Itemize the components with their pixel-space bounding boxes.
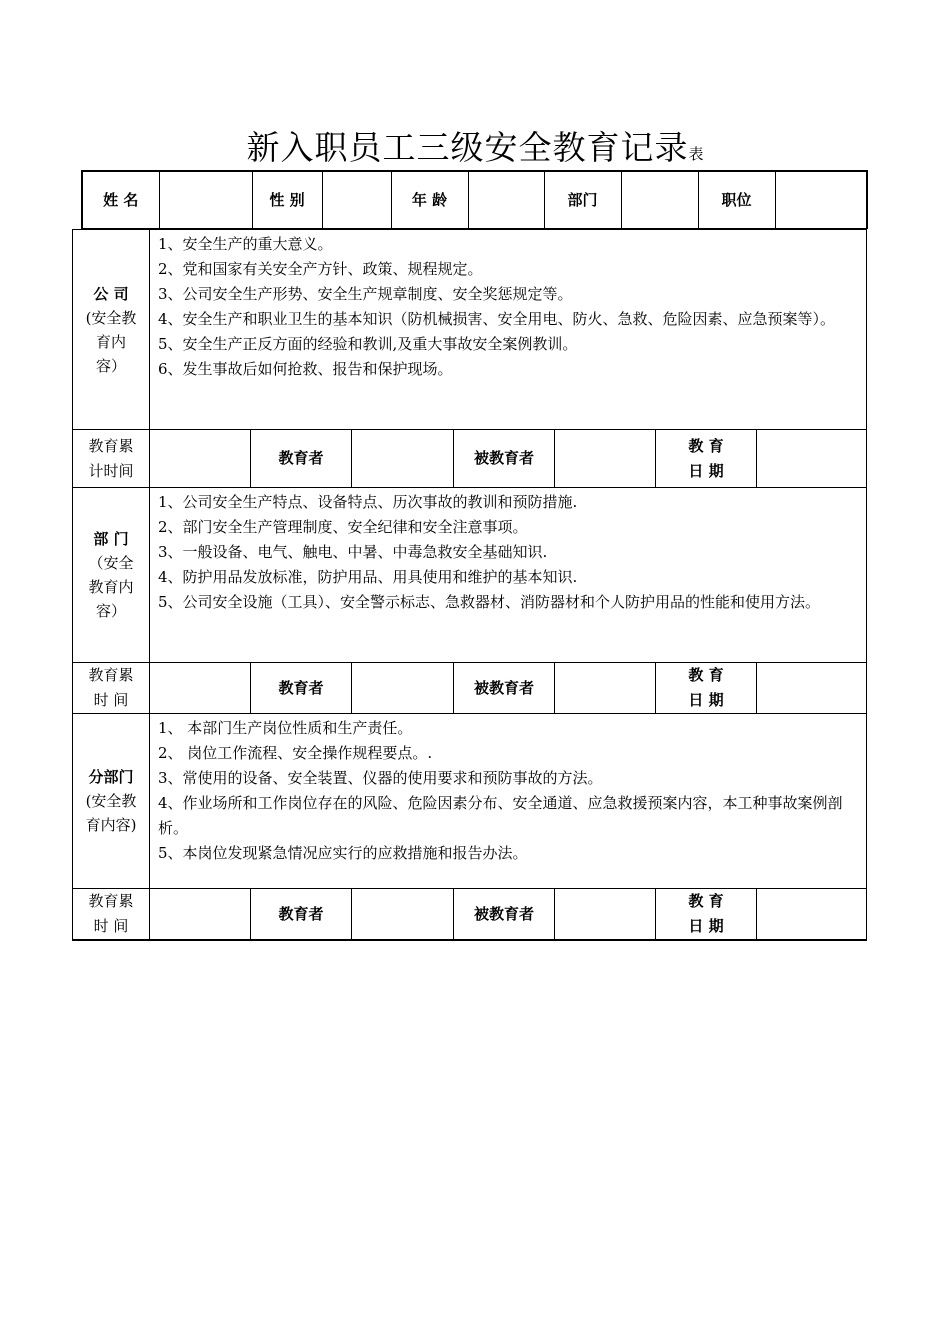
- section-title-sub: 育内容): [85, 816, 137, 834]
- time-label: 教育累 时 间: [73, 889, 150, 941]
- educator-field[interactable]: [352, 430, 454, 488]
- educatee-field[interactable]: [555, 889, 656, 941]
- section-title-sub: 育内: [95, 332, 126, 351]
- record-row: [73, 889, 867, 941]
- section-subdept-content: [150, 714, 867, 889]
- section-dept-content: [150, 488, 867, 663]
- gender-label: 性 别: [252, 171, 322, 229]
- position-field[interactable]: [775, 171, 867, 229]
- content-item: 4、作业场所和工作岗位存在的风险、危险因素分布、安全通道、应急救援预案内容，本工种事故案例剖析。: [158, 794, 843, 837]
- section-title-sub: 容）: [95, 356, 126, 375]
- dept-field[interactable]: [621, 171, 698, 229]
- personal-info-table: [81, 170, 868, 229]
- title-suffix: 表: [688, 145, 704, 163]
- name-field[interactable]: [159, 171, 252, 229]
- title-main: 新入职员工三级安全教育记录: [246, 128, 689, 167]
- content-item: 4、防护用品发放标准，防护用品、用具使用和维护的基本知识.: [158, 568, 578, 586]
- content-item: 1、 本部门生产岗位性质和生产责任。: [158, 719, 413, 737]
- educatee-label: 被教育者: [454, 663, 555, 714]
- date-field[interactable]: [757, 663, 867, 714]
- content-item: 2、部门安全生产管理制度、安全纪律和安全注意事项。: [158, 518, 528, 536]
- name-label: 姓 名: [82, 171, 159, 229]
- section-title-sub: 容）: [95, 602, 126, 620]
- content-item: 1、安全生产的重大意义。: [158, 235, 333, 253]
- section-dept-title: [73, 488, 150, 663]
- educator-label: 教育者: [251, 889, 352, 941]
- content-item: 3、公司安全生产形势、安全生产规章制度、安全奖惩规定等。: [158, 285, 573, 303]
- section-title-sub: (安全教: [85, 792, 137, 810]
- section-title-sub: (安全教: [85, 308, 137, 327]
- educator-label: 教育者: [251, 663, 352, 714]
- section-title-main: 部 门: [93, 530, 129, 548]
- content-item: 3、一般设备、电气、触电、中暑、中毒急救安全基础知识.: [158, 543, 548, 561]
- educatee-field[interactable]: [555, 663, 656, 714]
- time-field[interactable]: [150, 430, 251, 488]
- content-item: 2、 岗位工作流程、安全操作规程要点。.: [158, 744, 433, 762]
- content-item: 1、公司安全生产特点、设备特点、历次事故的教训和预防措施.: [158, 493, 578, 511]
- educator-field[interactable]: [352, 889, 454, 941]
- educator-field[interactable]: [352, 663, 454, 714]
- time-label: 教育累 时 间: [73, 663, 150, 714]
- educator-label: 教育者: [251, 430, 352, 488]
- content-item: 4、安全生产和职业卫生的基本知识（防机械损害、安全用电、防火、急救、危险因素、应急预案等）。: [158, 310, 836, 328]
- date-label: 教 育 日 期: [656, 663, 757, 714]
- time-field[interactable]: [150, 663, 251, 714]
- content-item: 5、本岗位发现紧急情况应实行的应救措施和报告办法。: [158, 844, 528, 862]
- educatee-label: 被教育者: [454, 430, 555, 488]
- section-title-main: 分部门: [88, 768, 134, 786]
- section-company-content: [150, 230, 867, 430]
- section-title-sub: 教育内: [88, 578, 134, 596]
- content-item: 2、党和国家有关安全产方针、政策、规程规定。: [158, 260, 483, 278]
- section-subdept-title: [73, 714, 150, 889]
- content-item: 3、常使用的设备、安全装置、仪器的使用要求和预防事故的方法。: [158, 769, 603, 787]
- gender-field[interactable]: [322, 171, 391, 229]
- date-field[interactable]: [757, 430, 867, 488]
- document-title: [0, 122, 950, 169]
- record-row: [73, 663, 867, 714]
- age-label: 年 龄: [391, 171, 468, 229]
- content-item: 5、安全生产正反方面的经验和教训,及重大事故安全案例教训。: [158, 335, 578, 353]
- date-label: 教 育 日 期: [656, 889, 757, 941]
- date-label: 教 育 日 期: [656, 430, 757, 488]
- position-label: 职位: [698, 171, 775, 229]
- section-title-main: 公 司: [93, 284, 129, 303]
- educatee-label: 被教育者: [454, 889, 555, 941]
- time-label: 教育累 计时间: [73, 430, 150, 488]
- educatee-field[interactable]: [555, 430, 656, 488]
- education-record-table: [72, 229, 867, 941]
- date-field[interactable]: [757, 889, 867, 941]
- content-item: 5、公司安全设施（工具）、安全警示标志、急救器材、消防器材和个人防护用品的性能和使用方法。: [158, 593, 821, 611]
- dept-label: 部门: [544, 171, 621, 229]
- record-row: [73, 430, 867, 488]
- content-item: 6、发生事故后如何抢救、报告和保护现场。: [158, 360, 453, 378]
- section-company-title: [73, 230, 150, 430]
- time-field[interactable]: [150, 889, 251, 941]
- age-field[interactable]: [468, 171, 544, 229]
- section-title-sub: （安全: [88, 554, 134, 572]
